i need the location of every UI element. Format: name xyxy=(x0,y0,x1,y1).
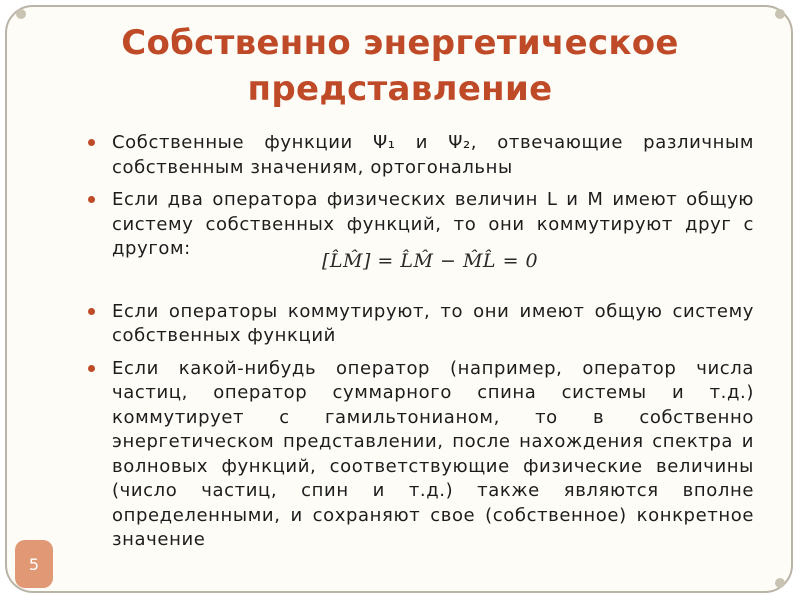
slide-title xyxy=(60,20,740,112)
bullet-text: Если какой-нибудь оператор (например, оператор числа частиц, оператор суммарного спина системы и т.д.) коммутирует с гамильтонианом, то в собственно энергетическом представлении, после нахождения спектра и волновых функций, соответствующие физические величины (число частиц, спин и т.д.) также являются вполне определенными, и сохраняют свое (собственное) конкретное значение xyxy=(112,357,754,550)
bullet-text: Если операторы коммутируют, то они имеют общую систему собственных функций xyxy=(112,300,754,346)
bullet-item xyxy=(86,300,754,349)
bullet-item xyxy=(86,357,754,553)
title-line-2: представление xyxy=(247,69,553,109)
corner-dot-icon xyxy=(775,9,785,19)
bullet-dot-icon xyxy=(88,196,95,203)
bullet-list xyxy=(86,131,754,553)
title-line-1: Собственно энергетическое xyxy=(121,23,679,63)
commutator-formula: [L̂M̂] = L̂M̂ − M̂L̂ = 0 xyxy=(322,250,539,272)
bullet-text: Если два оператора физических величин L и M имеют общую систему собственных функций, то они коммутируют друг с другом: xyxy=(112,189,754,259)
slide-number: 5 xyxy=(15,540,53,588)
corner-dot-icon xyxy=(16,9,26,19)
corner-dot-icon xyxy=(775,578,785,588)
bullet-dot-icon xyxy=(88,365,95,372)
bullet-dot-icon xyxy=(88,139,95,146)
bullet-item xyxy=(86,131,754,180)
bullet-text: Собственные функции Ψ₁ и Ψ₂, отвечающие различным собственным значениям, ортогональны xyxy=(112,132,754,178)
bullet-dot-icon xyxy=(88,308,95,315)
